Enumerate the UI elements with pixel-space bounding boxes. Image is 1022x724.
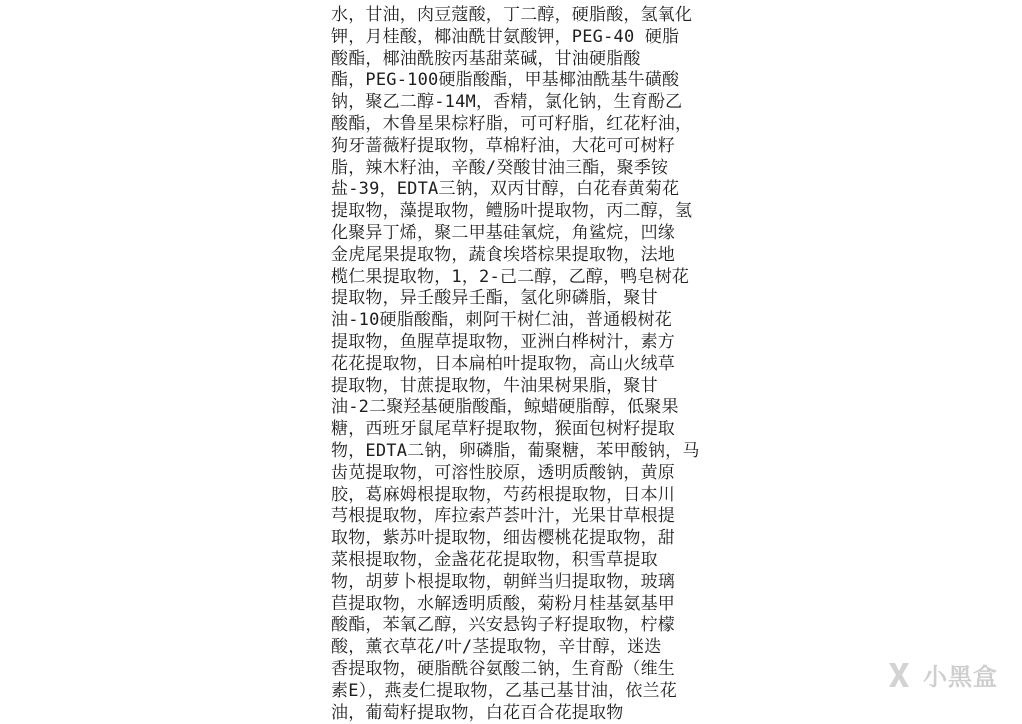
ingredient-line: 油-10硬脂酸酯，刺阿干树仁油，普通椴树花 <box>331 310 696 332</box>
ingredient-line: 金虎尾果提取物，蔬食埃塔棕果提取物，法地 <box>331 245 696 267</box>
ingredient-line: 糖，西班牙鼠尾草籽提取物，猴面包树籽提取 <box>331 419 696 441</box>
ingredients-list <box>331 5 696 724</box>
ingredient-line: 物，EDTA二钠，卵磷脂，葡聚糖，苯甲酸钠，马 <box>331 441 696 463</box>
ingredient-line: 油-2二聚羟基硬脂酸酯，鲸蜡硬脂醇，低聚果 <box>331 397 696 419</box>
ingredient-line: 酸酯，木鲁星果棕籽脂，可可籽脂，红花籽油， <box>331 114 696 136</box>
ingredient-line: 菜根提取物，金盏花花提取物，积雪草提取 <box>331 550 696 572</box>
ingredient-line: 油，葡萄籽提取物，白花百合花提取物 <box>331 703 696 724</box>
ingredient-line: 盐-39，EDTA三钠，双丙甘醇，白花春黄菊花 <box>331 179 696 201</box>
ingredient-line: 物，胡萝卜根提取物，朝鲜当归提取物，玻璃 <box>331 572 696 594</box>
ingredient-line: 取物，紫苏叶提取物，细齿樱桃花提取物，甜 <box>331 528 696 550</box>
watermark <box>883 657 998 692</box>
ingredient-line: 化聚异丁烯，聚二甲基硅氧烷，角鲨烷，凹缘 <box>331 223 696 245</box>
ingredient-line: 提取物，异壬酸异壬酯，氢化卵磷脂，聚甘 <box>331 288 696 310</box>
ingredient-line: 酸，薰衣草花/叶/茎提取物，辛甘醇，迷迭 <box>331 637 696 659</box>
ingredient-line: 狗牙蔷薇籽提取物，草棉籽油，大花可可树籽 <box>331 136 696 158</box>
ingredient-line: 苣提取物，水解透明质酸，菊粉月桂基氨基甲 <box>331 594 696 616</box>
heybox-logo-icon <box>883 659 915 691</box>
ingredient-line: 酸酯，苯氧乙醇，兴安悬钩子籽提取物，柠檬 <box>331 615 696 637</box>
ingredient-line: 芎根提取物，库拉索芦荟叶汁，光果甘草根提 <box>331 506 696 528</box>
ingredient-line: 素E），燕麦仁提取物，乙基己基甘油，依兰花 <box>331 681 696 703</box>
ingredient-line: 花花提取物，日本扁柏叶提取物，高山火绒草 <box>331 354 696 376</box>
ingredient-line: 酯，PEG-100硬脂酸酯，甲基椰油酰基牛磺酸 <box>331 70 696 92</box>
ingredient-line: 香提取物，硬脂酰谷氨酸二钠，生育酚（维生 <box>331 659 696 681</box>
ingredient-line: 酸酯，椰油酰胺丙基甜菜碱，甘油硬脂酸 <box>331 49 696 71</box>
ingredient-line: 提取物，鱼腥草提取物，亚洲白桦树汁，素方 <box>331 332 696 354</box>
watermark-text: 小黑盒 <box>923 657 998 692</box>
ingredient-line: 榄仁果提取物，1，2-己二醇，乙醇，鸭皂树花 <box>331 267 696 289</box>
ingredient-line: 胶，葛麻姆根提取物，芍药根提取物，日本川 <box>331 485 696 507</box>
ingredient-line: 钾，月桂酸，椰油酰甘氨酸钾，PEG-40 硬脂 <box>331 27 696 49</box>
ingredient-line: 钠，聚乙二醇-14M，香精，氯化钠，生育酚乙 <box>331 92 696 114</box>
ingredient-line: 脂，辣木籽油，辛酸/癸酸甘油三酯，聚季铵 <box>331 158 696 180</box>
ingredient-line: 齿苋提取物，可溶性胶原，透明质酸钠，黄原 <box>331 463 696 485</box>
ingredient-line: 水，甘油，肉豆蔻酸，丁二醇，硬脂酸，氢氧化 <box>331 5 696 27</box>
ingredient-line: 提取物，甘蔗提取物，牛油果树果脂，聚甘 <box>331 376 696 398</box>
ingredient-line: 提取物，藻提取物，鳢肠叶提取物，丙二醇，氢 <box>331 201 696 223</box>
